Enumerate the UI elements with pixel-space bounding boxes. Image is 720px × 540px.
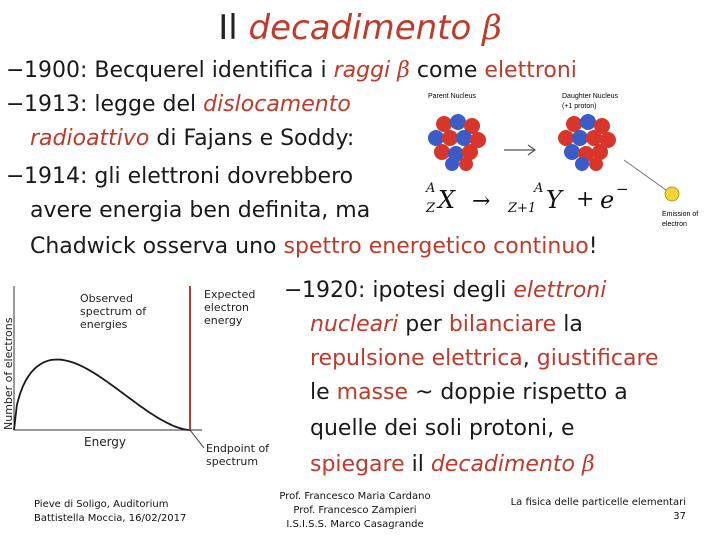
- bullet-1900: [6, 60, 577, 82]
- title-prefix: Il: [218, 8, 249, 48]
- footer-course-title: La fisica delle particelle elementari: [510, 497, 686, 508]
- bullet-text: avere energia ben definita, ma: [30, 198, 371, 223]
- daughter-nucleus-icon: [558, 114, 616, 171]
- bullet-1920-line2: [310, 314, 686, 336]
- bullet-text: le: [310, 380, 337, 405]
- footer-author-1: Prof. Francesco Maria Cardano: [279, 491, 431, 502]
- bullet-text-highlight: giustificare: [536, 346, 659, 371]
- bullet-1913: [6, 94, 351, 116]
- bullet-1920-line6: [310, 454, 686, 476]
- bullet-text-highlight: decadimento: [430, 452, 575, 477]
- emission-line: [624, 160, 666, 190]
- bullet-text: di Fajans e Soddy:: [149, 126, 355, 151]
- observed-label-2: spectrum of: [80, 305, 147, 318]
- bullet-1920-line4: [310, 382, 686, 404]
- bullet-1920-line3: [310, 348, 686, 370]
- observed-label-1: Observed: [80, 292, 133, 305]
- bullet-dash: −: [284, 278, 303, 303]
- bullet-text: ,: [522, 346, 537, 371]
- eq-daughter-symbol: Y: [546, 186, 562, 214]
- bullet-text: 1914: gli elettroni dovrebbero: [24, 164, 354, 189]
- endpoint-pointer: [190, 430, 204, 448]
- bullet-text: 1913: legge del: [24, 92, 204, 117]
- expected-label-2: electron: [204, 301, 249, 314]
- eq-atomic-number-2: Z+1: [508, 201, 537, 216]
- bullet-text-highlight: dislocamento: [203, 92, 351, 117]
- eq-electron: e: [600, 186, 615, 214]
- emission-label-2: electron: [662, 221, 687, 228]
- eq-atomic-number: Z: [426, 201, 436, 216]
- bullet-text-highlight: raggi: [333, 58, 391, 83]
- bullet-dash: −: [6, 164, 25, 189]
- beta-spectrum-plot: [2, 278, 303, 476]
- footer-authors: [250, 490, 460, 532]
- decay-equation: [425, 180, 629, 216]
- bullet-1914-line2: [30, 200, 370, 222]
- bullet-text-highlight: nucleari: [310, 312, 399, 337]
- bullet-1913-line2: [30, 128, 354, 150]
- eq-parent-symbol: X: [438, 186, 456, 214]
- parent-nucleus-icon: [428, 114, 486, 171]
- bullet-dash: −: [6, 58, 25, 83]
- bullet-text: ~ doppie rispetto a: [408, 380, 628, 405]
- bullet-text: la: [556, 312, 583, 337]
- bullet-1914-line3: [30, 236, 598, 258]
- observed-spectrum-curve: [14, 360, 190, 431]
- eq-arrow: →: [472, 189, 491, 214]
- electron-icon: [665, 187, 679, 201]
- expected-label-1: Expected: [204, 288, 256, 301]
- bullet-1914: [6, 166, 353, 188]
- bullet-text-highlight: bilanciare: [448, 312, 557, 337]
- footer-location-line1: Pieve di Soligo, Auditorium: [34, 499, 169, 510]
- beta-decay-diagram: [404, 88, 704, 238]
- eq-mass-number-2: A: [534, 181, 544, 196]
- bullet-text: come: [409, 58, 485, 83]
- footer-course: [500, 496, 686, 524]
- beta-symbol: β: [397, 58, 410, 83]
- bullet-text: 1900: Becquerel identifica i: [24, 58, 334, 83]
- footer-school: I.S.I.S.S. Marco Casagrande: [286, 519, 424, 530]
- bullet-text-highlight: radioattivo: [30, 126, 150, 151]
- x-axis-label: Energy: [84, 435, 127, 449]
- page-title: [0, 8, 720, 48]
- endpoint-label-2: spectrum: [206, 455, 259, 468]
- expected-label-3: energy: [204, 314, 243, 327]
- y-axis-label: Number of electrons: [2, 317, 15, 430]
- eq-charge: −: [616, 180, 629, 198]
- title-beta-symbol: β: [482, 8, 502, 48]
- emission-label: Emission of: [662, 211, 699, 218]
- bullet-text-highlight: masse: [336, 380, 409, 405]
- bullet-text-highlight: spettro energetico continuo: [283, 234, 589, 259]
- parent-nucleus-label: Parent Nucleus: [428, 93, 476, 100]
- bullet-text: !: [588, 234, 598, 259]
- bullet-text-highlight: elettroni: [484, 58, 577, 83]
- bullet-1920-line5: [310, 418, 686, 440]
- bullet-text: il: [404, 452, 431, 477]
- bullet-text: 1920: ipotesi degli: [302, 278, 514, 303]
- bullet-text: per: [398, 312, 449, 337]
- daughter-nucleus-label: Daughter Nucleus: [562, 93, 619, 100]
- bullet-text-highlight: spiegare: [310, 452, 405, 477]
- footer-location-line2: Battistella Moccia, 16/02/2017: [34, 513, 187, 524]
- bullet-text-highlight: repulsione elettrica: [310, 346, 523, 371]
- beta-symbol: β: [582, 452, 595, 477]
- bullet-1920: [284, 280, 686, 302]
- title-word: decadimento: [248, 8, 472, 48]
- bullet-dash: −: [6, 92, 25, 117]
- daughter-nucleus-sublabel: (+1 proton): [562, 103, 597, 110]
- bullet-text-highlight: elettroni: [513, 278, 607, 303]
- eq-plus: +: [576, 187, 595, 212]
- footer-location: [34, 498, 186, 526]
- bullet-text: quelle dei soli protoni, e: [310, 416, 575, 441]
- eq-mass-number: A: [426, 181, 436, 196]
- observed-label-3: energies: [80, 318, 128, 331]
- decay-arrow-icon: [504, 145, 535, 155]
- footer-author-2: Prof. Francesco Zampieri: [293, 505, 417, 516]
- endpoint-label-1: Endpoint of: [206, 442, 270, 455]
- bullet-text: Chadwick osserva uno: [30, 234, 284, 259]
- page-number: 37: [673, 511, 686, 522]
